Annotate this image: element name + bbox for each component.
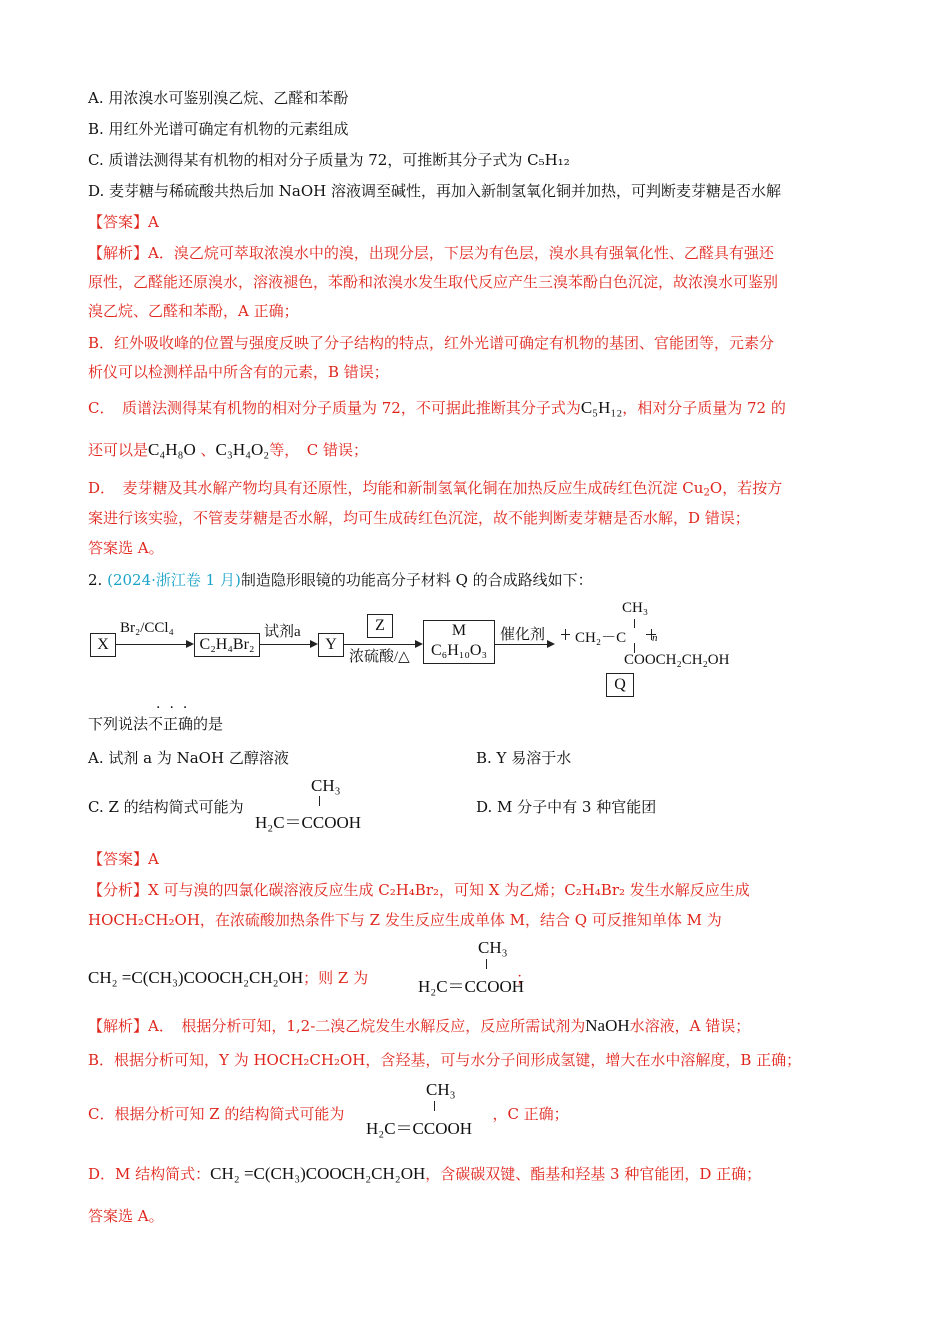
m-structure-formula-2: CH₂ =C(CH₃)COOCH₂CH₂OH (210, 1164, 426, 1183)
q1-analysis-c-text: C． 质谱法测得某有机物的相对分子质量为 72，不可据此推断其分子式为 (88, 399, 581, 417)
q2-explanation-d (88, 1164, 761, 1184)
q2-analysis-end: ； (516, 969, 532, 987)
c3h4o2-formula: C₃H₄O₂ (215, 440, 270, 459)
arrow-3-head (415, 640, 423, 648)
arrow-4-head (547, 640, 555, 648)
q1-analysis-b-line1: B．红外吸收峰的位置与强度反映了分子结构的特点，红外光谱可确定有机物的基团、官能团等，元素分 (88, 334, 775, 352)
polymer-ch3: CH₃ (622, 600, 649, 616)
structure-bond (486, 959, 487, 969)
structure-ch3: CH₃ (478, 938, 508, 957)
q1-analysis-c2-sep: 、 (195, 441, 216, 459)
box-z: Z (367, 614, 393, 638)
q2-explanation-d-end: ，含碳碳双键、酯基和羟基 3 种官能团，D 正确； (425, 1165, 762, 1183)
structure-ch3: CH₃ (426, 1080, 456, 1099)
q2-analysis-line1: 【分析】X 可与溴的四氯化碳溶液反应生成 C₂H₄Br₂，可知 X 为乙烯；C₂H₄Br₂ 发生水解反应生成 (88, 881, 750, 899)
q2-explanation-a-text: 【解析】A． 根据分析可知，1,2-二溴乙烷发生水解反应，反应所需试剂为 (88, 1017, 586, 1035)
q2-explanation-a (88, 1016, 750, 1036)
m-label: M (451, 622, 467, 639)
q1-analysis-a-line1: 【解析】A．溴乙烷可萃取浓溴水中的溴，出现分层，下层为有色层，溴水具有强氧化性、乙醛具有强还 (88, 244, 774, 262)
q2-analysis-z-label: ；则 Z 为 (303, 969, 369, 987)
q2-number: 2. (88, 571, 108, 589)
m-structure-formula: CH₂ =C(CH₃)COOCH₂CH₂OH (88, 968, 304, 987)
structure-main: H₂C＝CCOOH (255, 813, 362, 832)
m-formula: C₆H₁₀O₃ (430, 642, 488, 659)
structure-main: H₂C＝CCOOH (366, 1119, 473, 1138)
structure-ch3: CH₃ (311, 776, 341, 795)
option-c-structure (255, 776, 395, 832)
q1-answer: 【答案】A (88, 213, 159, 231)
emphasis-dots: ··· (156, 700, 197, 716)
c5h12-formula: C₅H₁₂ (580, 398, 623, 417)
q1-option-a: A. 用浓溴水可鉴别溴乙烷、乙醛和苯酚 (88, 89, 349, 107)
q1-analysis-c2-end: 等， C 错误； (269, 441, 368, 459)
arrow-1 (116, 644, 188, 645)
polymer-bracket-left-v (565, 629, 566, 640)
q1-analysis-b-line2: 析仪可以检测样品中所含有的元素，B 错误； (88, 363, 389, 381)
reagent-h2so4: 浓硫酸/△ (349, 649, 410, 665)
q1-option-c (88, 150, 570, 170)
q2-option-b: B. Y 易溶于水 (476, 749, 572, 767)
arrow-2 (260, 644, 312, 645)
q1-option-c-formula: C₅H₁₂ (527, 151, 570, 169)
q1-option-c-text: C. 质谱法测得某有机物的相对分子质量为 72，可推断其分子式为 (88, 151, 528, 169)
analysis-z-structure (418, 938, 563, 994)
q2-explanation-c-end: ，C 正确； (492, 1105, 569, 1123)
q1-analysis-c-line1 (88, 398, 786, 418)
explanation-z-structure (366, 1080, 511, 1136)
q1-analysis-d-text: D． 麦芽糖及其水解产物均具有还原性，均能和新制氢氧化铜在加热反应生成砖红色沉淀 Cu (88, 479, 704, 497)
c4h8o-formula: C₄H₈O (148, 440, 196, 459)
structure-main: H₂C＝CCOOH (418, 977, 525, 996)
q1-option-b: B. 用红外光谱可确定有机物的元素组成 (88, 120, 349, 138)
q2-conclusion: 答案选 A。 (88, 1207, 164, 1225)
polymer-side-chain: COOCH₂CH₂OH (624, 652, 730, 668)
q2-explanation-c-text: C．根据分析可知 Z 的结构简式可能为 (88, 1105, 345, 1123)
q2-option-a: A. 试剂 a 为 NaOH 乙醇溶液 (88, 749, 289, 767)
arrow-4 (495, 644, 549, 645)
q2-option-d: D. M 分子中有 3 种官能团 (476, 798, 657, 816)
q1-conclusion: 答案选 A。 (88, 539, 164, 557)
polymer-bond-up (634, 619, 635, 628)
box-c2h4br2: C₂H₄Br₂ (194, 633, 260, 657)
q1-analysis-c-text-end: ，相对分子质量为 72 的 (622, 399, 786, 417)
reagent-catalyst: 催化剂 (500, 627, 546, 643)
cu2o-subscript: 2 (703, 487, 710, 499)
q1-analysis-a-line3: 溴乙烷、乙醛和苯酚，A 正确； (88, 302, 299, 320)
polymer-main-chain: CH₂－C (575, 630, 627, 646)
q1-analysis-d-line1 (88, 478, 782, 498)
arrow-2-head (310, 640, 318, 648)
reagent-a: 试剂a (264, 624, 301, 640)
q1-analysis-d-line2: 案进行该实验，不管麦芽糖是否水解，均可生成砖红色沉淀，故不能判断麦芽糖是否水解，D 错误； (88, 509, 750, 527)
q2-ask: 下列说法不正确的是 (88, 715, 224, 733)
box-x: X (90, 633, 116, 657)
q2-source: (2024·浙江卷 1 月) (107, 571, 241, 589)
reagent-br2-ccl4: Br₂/CCl₄ (120, 620, 174, 636)
q1-analysis-c-line2 (88, 440, 368, 460)
q2-explanation-a-end: 水溶液，A 错误； (629, 1017, 751, 1035)
box-q: Q (606, 673, 634, 697)
q2-stem-text: 制造隐形眼镜的功能高分子材料 Q 的合成路线如下： (240, 571, 593, 589)
q2-answer: 【答案】A (88, 850, 159, 868)
q1-analysis-c2-text: 还可以是 (88, 441, 149, 459)
q2-stem (88, 570, 593, 590)
q2-explanation-b: B．根据分析可知，Y 为 HOCH₂CH₂OH，含羟基，可与水分子间形成氢键，增大在水中溶解度，B 正确； (88, 1051, 802, 1069)
q2-explanation-d-text: D．M 结构简式： (88, 1165, 211, 1183)
polymer-n: n (652, 632, 658, 644)
box-m (423, 620, 495, 664)
box-y: Y (318, 633, 344, 657)
q1-analysis-d-text-end: O，若按方 (709, 479, 783, 497)
q1-analysis-a-line2: 原性，乙醛能还原溴水，溶液褪色，苯酚和浓溴水发生取代反应产生三溴苯酚白色沉淀，故浓溴水可鉴别 (88, 273, 779, 291)
q2-option-c: C. Z 的结构简式可能为 (88, 798, 244, 816)
q2-analysis-line2: HOCH₂CH₂OH，在浓硫酸加热条件下与 Z 发生反应生成单体 M，结合 Q 可反推知单体 M 为 (88, 911, 722, 929)
q1-option-d: D. 麦芽糖与稀硫酸共热后加 NaOH 溶液调至碱性，再加入新制氢氧化铜并加热，可判断麦芽糖是否水解 (88, 182, 782, 200)
arrow-1-head (186, 640, 194, 648)
structure-bond (434, 1101, 435, 1111)
arrow-3 (344, 644, 417, 645)
naoh-formula: NaOH (585, 1016, 630, 1035)
structure-bond (319, 796, 320, 806)
